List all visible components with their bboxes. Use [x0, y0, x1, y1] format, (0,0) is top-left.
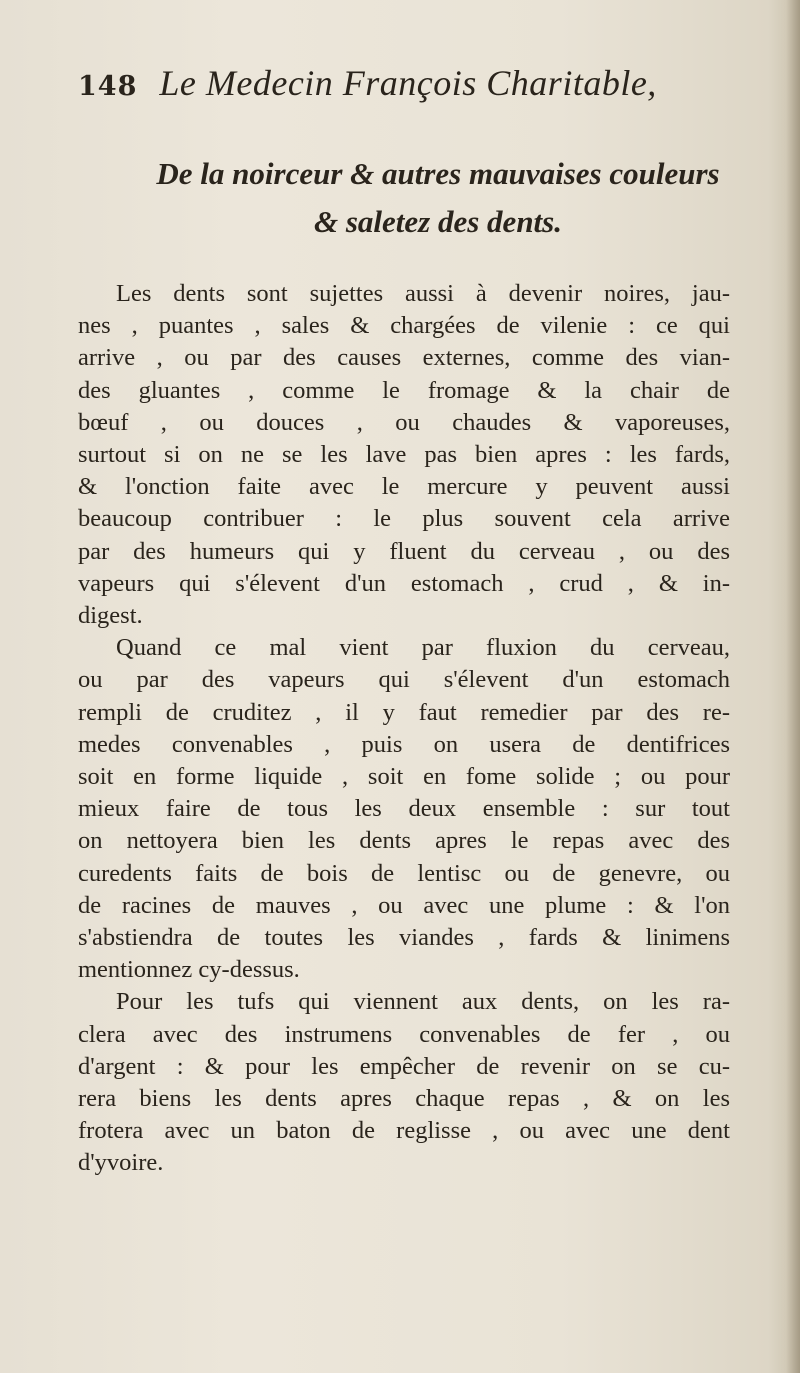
chapter-title-line: De la noirceur & autres mauvaises couleurs — [156, 156, 720, 191]
text-line: arrive , ou par des causes externes, comme des vian- — [78, 344, 730, 372]
text-line: beaucoup contribuer : le plus souvent cela arrive — [78, 505, 730, 533]
text-line: curedents faits de bois de lentisc ou de genevre, ou — [78, 859, 730, 887]
text-line: s'abstiendra de toutes les viandes , fards & linimens — [78, 924, 730, 952]
text-line: de racines de mauves , ou avec une plume : & l'on — [78, 891, 730, 919]
text-line: rempli de cruditez , il y faut remedier par des re- — [78, 698, 730, 726]
text-line: nes , puantes , sales & chargées de vilenie : ce qui — [78, 312, 730, 340]
text-line: bœuf , ou douces , ou chaudes & vaporeuses, — [78, 408, 730, 436]
text-line: soit en forme liquide , soit en fome solide ; ou pour — [78, 763, 730, 791]
page-edge-shadow — [786, 0, 800, 1373]
text-line: d'yvoire. — [78, 1149, 164, 1177]
text-line: digest. — [78, 602, 143, 630]
chapter-title-line: & saletez des dents. — [314, 204, 562, 239]
paragraph — [78, 632, 730, 986]
text-line: & l'onction faite avec le mercure y peuvent aussi — [78, 473, 730, 501]
paragraph — [78, 986, 730, 1179]
text-line: des gluantes , comme le fromage & la chair de — [78, 376, 730, 404]
text-line: vapeurs qui s'élevent d'un estomach , crud , & in- — [78, 569, 730, 597]
text-line: rera biens les dents apres chaque repas , & on les — [78, 1085, 730, 1113]
text-line: ou par des vapeurs qui s'élevent d'un estomach — [78, 666, 730, 694]
text-line: medes convenables , puis on usera de dentifrices — [78, 730, 730, 758]
text-line: on nettoyera bien les dents apres le repas avec des — [78, 827, 730, 855]
text-line: clera avec des instrumens convenables de fer , ou — [78, 1020, 730, 1048]
text-line: mentionnez cy-dessus. — [78, 956, 300, 984]
chapter-title — [98, 150, 778, 246]
text-line: mieux faire de tous les deux ensemble : sur tout — [78, 795, 730, 823]
body-text — [78, 278, 730, 1180]
text-line: Pour les tufs qui viennent aux dents, on les ra- — [116, 988, 730, 1016]
text-line: d'argent : & pour les empêcher de revenir on se cu- — [78, 1052, 730, 1080]
running-head — [78, 62, 718, 112]
text-line: frotera avec un baton de reglisse , ou avec une dent — [78, 1117, 730, 1145]
page-number: 148 — [78, 71, 138, 102]
text-line: par des humeurs qui y fluent du cerveau , ou des — [78, 537, 730, 565]
text-line: Quand ce mal vient par fluxion du cerveau, — [116, 634, 730, 662]
paragraph — [78, 278, 730, 632]
running-title: Le Medecin François Charitable, — [159, 63, 657, 103]
text-line: Les dents sont sujettes aussi à devenir noires, jau- — [116, 280, 730, 307]
text-line: surtout si on ne se les lave pas bien apres : les fards, — [78, 441, 730, 469]
